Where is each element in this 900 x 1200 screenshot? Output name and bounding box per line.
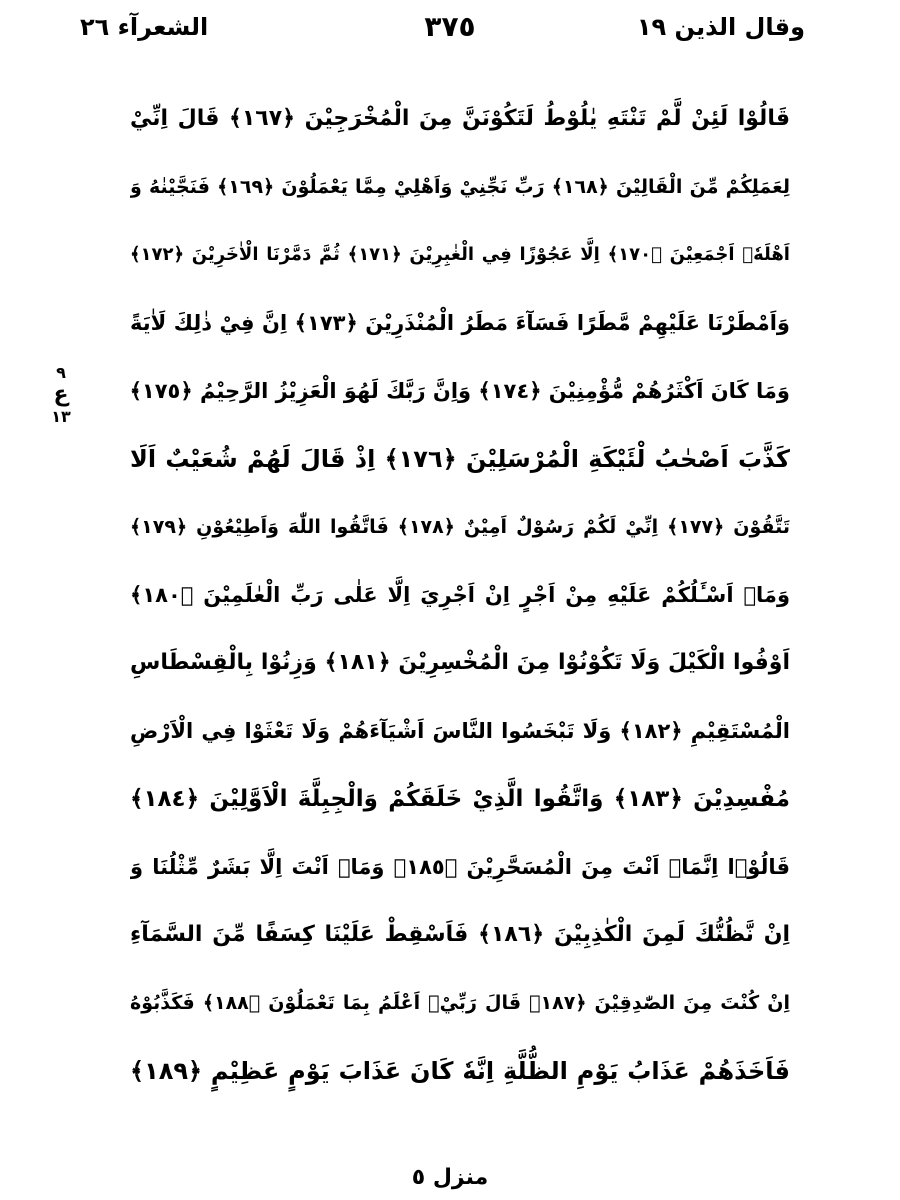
manzil-footer: منزل ٥ (411, 1165, 489, 1190)
page-number: ٣٧٥ (424, 10, 476, 43)
text-line-6: كَذَّبَ اَصْحٰبُ لْئَيْكَةِ الْمُرْسَلِيْنَ ﴿١٧٦﴾ اِذْ قَالَ لَهُمْ شُعَيْبٌ اَلَا (130, 445, 790, 473)
text-line-8: وَمَاۤ اَسْـَٔلُكُمْ عَلَيْهِ مِنْ اَجْرٍ اِنْ اَجْرِيَ اِلَّا عَلٰى رَبِّ الْعٰلَمِيْنَ ﴿١٨٠﴾ (130, 583, 790, 607)
text-line-11: مُفْسِدِيْنَ ﴿١٨٣﴾ وَاتَّقُوا الَّذِيْ خَلَقَكُمْ وَالْجِبِلَّةَ الْاَوَّلِيْنَ ﴿١٨٤﴾ (130, 786, 790, 812)
text-line-1: قَالُوْا لَئِنْ لَّمْ تَنْتَهِ يٰلُوْطُ لَتَكُوْنَنَّ مِنَ الْمُخْرَجِيْنَ ﴿١٦٧﴾ قَالَ اِنِّيْ (130, 106, 790, 131)
text-line-14: اِنْ كُنْتَ مِنَ الصّٰدِقِيْنَ ﴿١٨٧﴾ قَالَ رَبِّيْۤ اَعْلَمُ بِمَا تَعْمَلُوْنَ ﴿١٨٨﴾ فَكَذَّبُوْهُ (130, 992, 790, 1014)
text-line-2: لِعَمَلِكُمْ مِّنَ الْقَالِيْنَ ﴿١٦٨﴾ رَبِّ نَجِّنِيْ وَاَهْلِيْ مِمَّا يَعْمَلُوْنَ ﴿١٦٩﴾ فَنَجَّيْنٰهُ وَ (130, 176, 790, 198)
text-line-13: اِنْ نَّظُنُّكَ لَمِنَ الْكٰذِبِيْنَ ﴿١٨٦﴾ فَاَسْقِطْ عَلَيْنَا كِسَفًا مِّنَ السَّمَآءِ (130, 922, 790, 947)
ruku-marker-symbol: ع (53, 382, 69, 407)
text-line-12: قَالُوْۤا اِنَّمَاۤ اَنْتَ مِنَ الْمُسَحَّرِيْنَ ﴿١٨٥﴾ وَمَاۤ اَنْتَ اِلَّا بَشَرٌ مِّثْلُنَا وَ (130, 855, 790, 879)
verse-text-block (130, 85, 790, 1105)
ruku-marker-top: ٩ (56, 363, 66, 382)
text-line-10: الْمُسْتَقِيْمِ ﴿١٨٢﴾ وَلَا تَبْخَسُوا النَّاسَ اَشْيَآءَهُمْ وَلَا تَعْثَوْا فِي الْاَرْضِ (130, 719, 790, 743)
surah-name-header: الشعرآء ٢٦ (80, 13, 209, 41)
text-line-7: تَتَّقُوْنَ ﴿١٧٧﴾ اِنِّيْ لَكُمْ رَسُوْلٌ اَمِيْنٌ ﴿١٧٨﴾ فَاتَّقُوا اللّٰهَ وَاَطِيْعُوْنِ ﴿١٧٩﴾ (130, 516, 790, 538)
page-header (0, 10, 900, 50)
ruku-margin-marker (44, 364, 78, 426)
text-line-4: وَاَمْطَرْنَا عَلَيْهِمْ مَّطَرًا فَسَآءَ مَطَرُ الْمُنْذَرِيْنَ ﴿١٧٣﴾ اِنَّ فِيْ ذٰلِكَ لَاٰيَةً (130, 311, 790, 335)
text-line-5: وَمَا كَانَ اَكْثَرُهُمْ مُّؤْمِنِيْنَ ﴿١٧٤﴾ وَاِنَّ رَبَّكَ لَهُوَ الْعَزِيْزُ الرَّحِيْمُ ﴿١٧٥﴾ (130, 379, 790, 403)
juz-name-header: وقال الذين ١٩ (636, 13, 805, 41)
text-line-9: اَوْفُوا الْكَيْلَ وَلَا تَكُوْنُوْا مِنَ الْمُخْسِرِيْنَ ﴿١٨١﴾ وَزِنُوْا بِالْقِسْطَاسِ (130, 650, 790, 675)
text-line-15: فَاَخَذَهُمْ عَذَابُ يَوْمِ الظُّلَّةِ اِنَّهٗ كَانَ عَذَابَ يَوْمٍ عَظِيْمٍ ﴿١٨٩﴾ (130, 1057, 790, 1085)
text-line-3: اَهْلَهٗۤ اَجْمَعِيْنَ ﴿١٧٠﴾ اِلَّا عَجُوْزًا فِي الْغٰبِرِيْنَ ﴿١٧١﴾ ثُمَّ دَمَّرْنَا الْاٰخَرِيْنَ ﴿١٧٢﴾ (130, 244, 790, 265)
ruku-marker-bottom: ١٣ (51, 407, 71, 426)
